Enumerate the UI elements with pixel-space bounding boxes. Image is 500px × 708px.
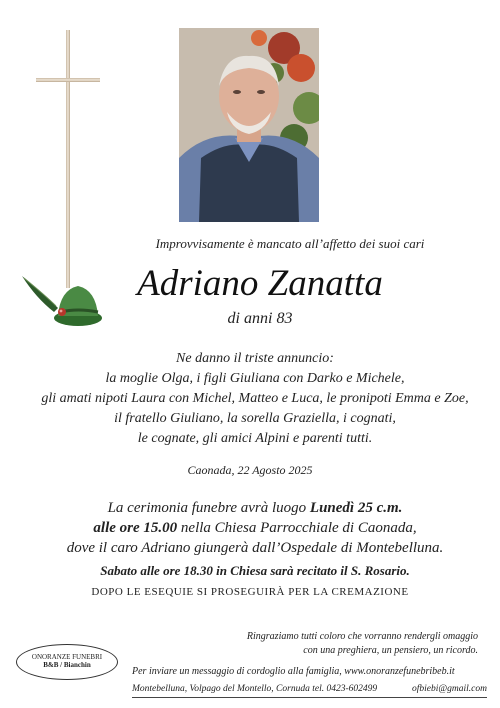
ceremony-text: nella Chiesa Parrocchiale di Caonada, (177, 520, 417, 536)
address-text: Montebelluna, Volpago del Montello, Cornuda tel. 0423-602499 (132, 684, 378, 694)
ceremony-line-2 (20, 518, 490, 538)
ceremony-block (20, 498, 490, 581)
ceremony-date: Lunedì 25 c.m. (309, 500, 403, 516)
announcement-line: la moglie Olga, i figli Giuliana con Darko e Michele, (105, 371, 405, 386)
age-text: di anni 83 (227, 310, 293, 327)
cremation-notice: DOPO LE ESEQUIE SI PROSEGUIRÀ PER LA CREMAZIONE (91, 586, 409, 598)
announcement-block (20, 349, 490, 449)
announcement-heading: Ne danno il triste annuncio: (176, 351, 334, 366)
condolence-text: Per inviare un messaggio di cordoglio alla famiglia, www.onoranzefunebribeb.it (132, 666, 455, 677)
address-line (132, 684, 487, 694)
logo-line-2: B&B / Bianchin (43, 661, 91, 669)
thanks-block (180, 630, 478, 658)
logo-line-1: ONORANZE FUNEBRI (31, 653, 103, 661)
funeral-home-logo (16, 644, 118, 680)
ceremony-time: alle ore 15.00 (93, 520, 178, 536)
announcement-line: il fratello Giuliano, la sorella Graziella, i cognati, (114, 411, 396, 426)
rosary-line: Sabato alle ore 18.30 in Chiesa sarà recitato il S. Rosario. (100, 563, 410, 578)
announcement-line: le cognate, gli amici Alpini e parenti tutti. (137, 431, 373, 446)
alpine-hat-icon (18, 268, 104, 330)
portrait-photo (179, 28, 319, 222)
deceased-name: Adriano Zanatta (137, 263, 383, 304)
cross-horizontal-bar (36, 78, 100, 82)
thanks-line: con una preghiera, un pensiero, un ricordo. (303, 645, 478, 656)
email-text: ofbiebi@gmail.com (412, 684, 487, 694)
footer-rule (132, 697, 487, 698)
ceremony-line-3: dove il caro Adriano giungerà dall’Ospedale di Montebelluna. (66, 540, 444, 556)
ceremony-text: La cerimonia funebre avrà luogo (107, 500, 310, 516)
cross-vertical-bar (66, 30, 70, 288)
thanks-line: Ringraziamo tutti coloro che vorranno rendergli omaggio (246, 631, 478, 642)
announcement-line: gli amati nipoti Laura con Michel, Matteo e Luca, le pronipoti Emma e Zoe, (41, 391, 469, 406)
intro-text: Improvvisamente è mancato all’affetto dei suoi cari (155, 236, 425, 251)
ceremony-line-1 (20, 498, 490, 518)
place-date: Caonada, 22 Agosto 2025 (187, 463, 313, 477)
